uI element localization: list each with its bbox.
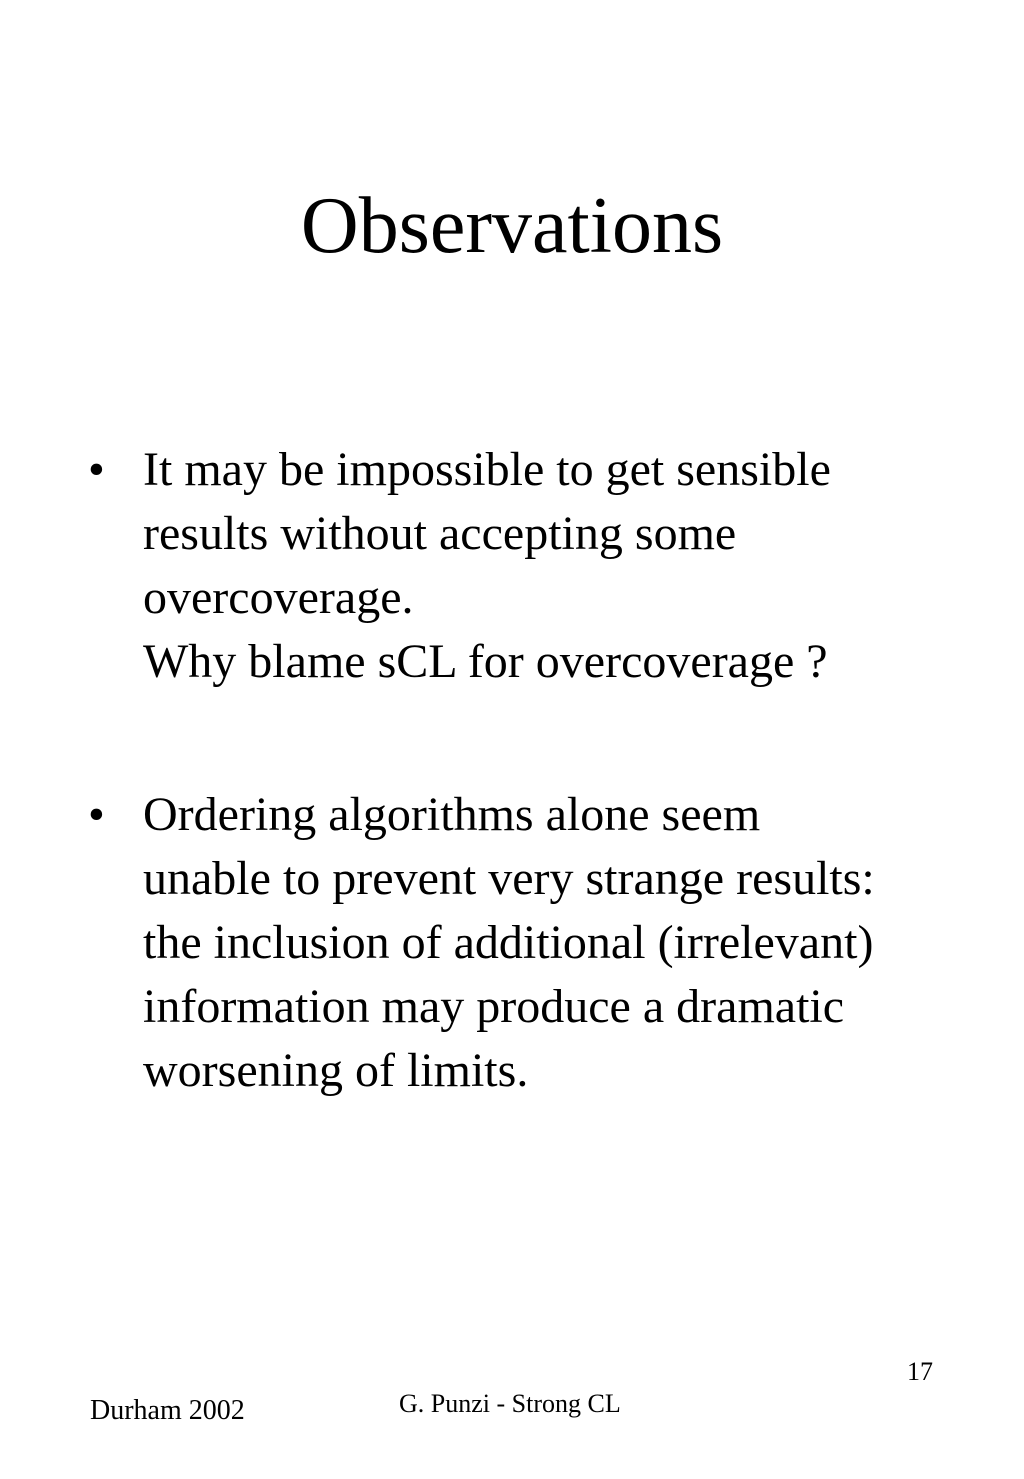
bullet-line: worsening of limits. [143,1044,529,1097]
footer-author: G. Punzi - Strong CL [399,1389,621,1418]
bullet-line: overcoverage. [143,571,414,624]
bullet-line: the inclusion of additional (irrelevant) [143,916,874,969]
slide-title: Observations [300,182,724,270]
bullet-item-1 [88,438,988,694]
bullet-line: Ordering algorithms alone seem [143,788,761,841]
footer-venue: Durham 2002 [90,1395,245,1426]
bullet-line: Why blame sCL for overcoverage ? [143,635,828,688]
bullet-line: It may be impossible to get sensible [143,443,831,496]
bullet-item-2 [88,783,988,1103]
page-number: 17 [907,1357,933,1386]
bullet-marker: • [88,443,105,496]
bullet-line: information may produce a dramatic [143,980,845,1033]
bullet-line: results without accepting some [143,507,737,560]
bullet-marker: • [88,788,105,841]
bullet-line: unable to prevent very strange results: [143,852,875,905]
bullet-list [88,438,988,1103]
